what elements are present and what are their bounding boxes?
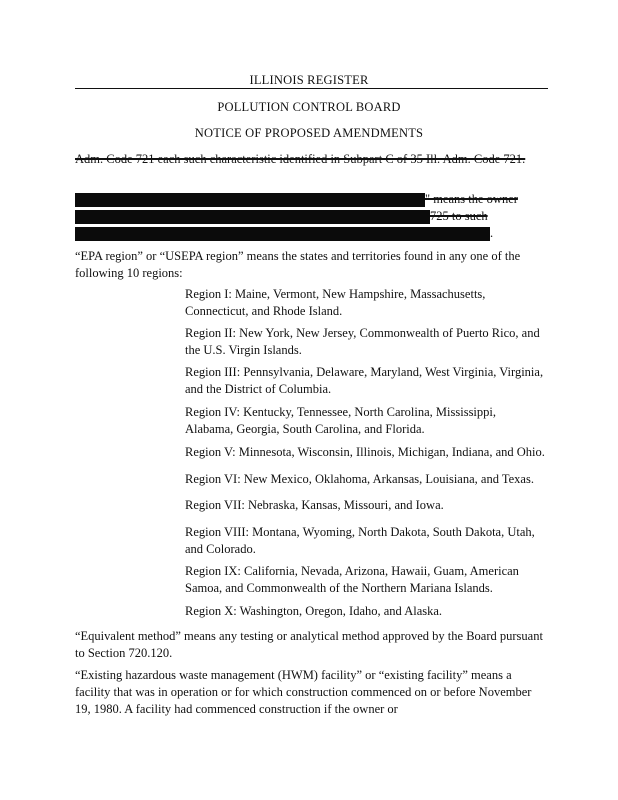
region-item: Region III: Pennsylvania, Delaware, Maryland, West Virginia, Virginia, and the District of Columbia. <box>185 365 544 396</box>
board-title: POLLUTION CONTROL BOARD <box>217 100 401 114</box>
header-rule-left <box>75 88 143 89</box>
epa-region-definition: “EPA region” or “USEPA region” means the states and territories found in any one of the following 10 regions: <box>75 249 521 280</box>
region-item: Region IX: California, Nevada, Arizona, Hawaii, Guam, American Samoa, and Commonwealth of the Northern Mariana Islands. <box>185 564 519 595</box>
region-item: Region I: Maine, Vermont, New Hampshire, Massachusetts, Connecticut, and Rhode Island. <box>185 287 486 318</box>
register-title: ILLINOIS REGISTER <box>249 73 369 87</box>
region-item: Region VI: New Mexico, Oklahoma, Arkansas, Louisiana, and Texas. <box>185 472 534 486</box>
equivalent-method-definition: “Equivalent method” means any testing or analytical method approved by the Board pursuant to Section 720.120. <box>75 629 543 660</box>
region-item: Region V: Minnesota, Wisconsin, Illinois, Michigan, Indiana, and Ohio. <box>185 445 545 459</box>
struck-paragraph: Adm. Code 721 each such characteristic identified in Subpart C of 35 Ill. Adm. Code 721. <box>75 152 526 166</box>
redaction-bar <box>75 227 490 241</box>
existing-facility-definition: “Existing hazardous waste management (HWM) facility” or “existing facility” means a facility that was in operation or for which construction commenced on or before November 19, 1980. A facility had commenced construction if the owner or <box>75 668 532 716</box>
region-item: Region X: Washington, Oregon, Idaho, and Alaska. <box>185 604 443 618</box>
header-rule <box>143 88 548 89</box>
redacted-fragment-2: 725 to such <box>430 209 488 223</box>
region-item: Region II: New York, New Jersey, Commonwealth of Puerto Rico, and the U.S. Virgin Islands. <box>185 326 540 357</box>
redacted-fragment-3: . <box>490 226 494 240</box>
notice-title: NOTICE OF PROPOSED AMENDMENTS <box>194 126 424 140</box>
redaction-bar <box>75 210 430 224</box>
region-item: Region IV: Kentucky, Tennessee, North Carolina, Mississippi, Alabama, Georgia, South Carolina, and Florida. <box>185 405 497 436</box>
redaction-bar <box>75 193 425 207</box>
region-item: Region VII: Nebraska, Kansas, Missouri, and Iowa. <box>185 498 444 512</box>
region-item: Region VIII: Montana, Wyoming, North Dakota, South Dakota, Utah, and Colorado. <box>185 525 535 556</box>
redacted-fragment-1: " means the owner <box>425 192 518 206</box>
